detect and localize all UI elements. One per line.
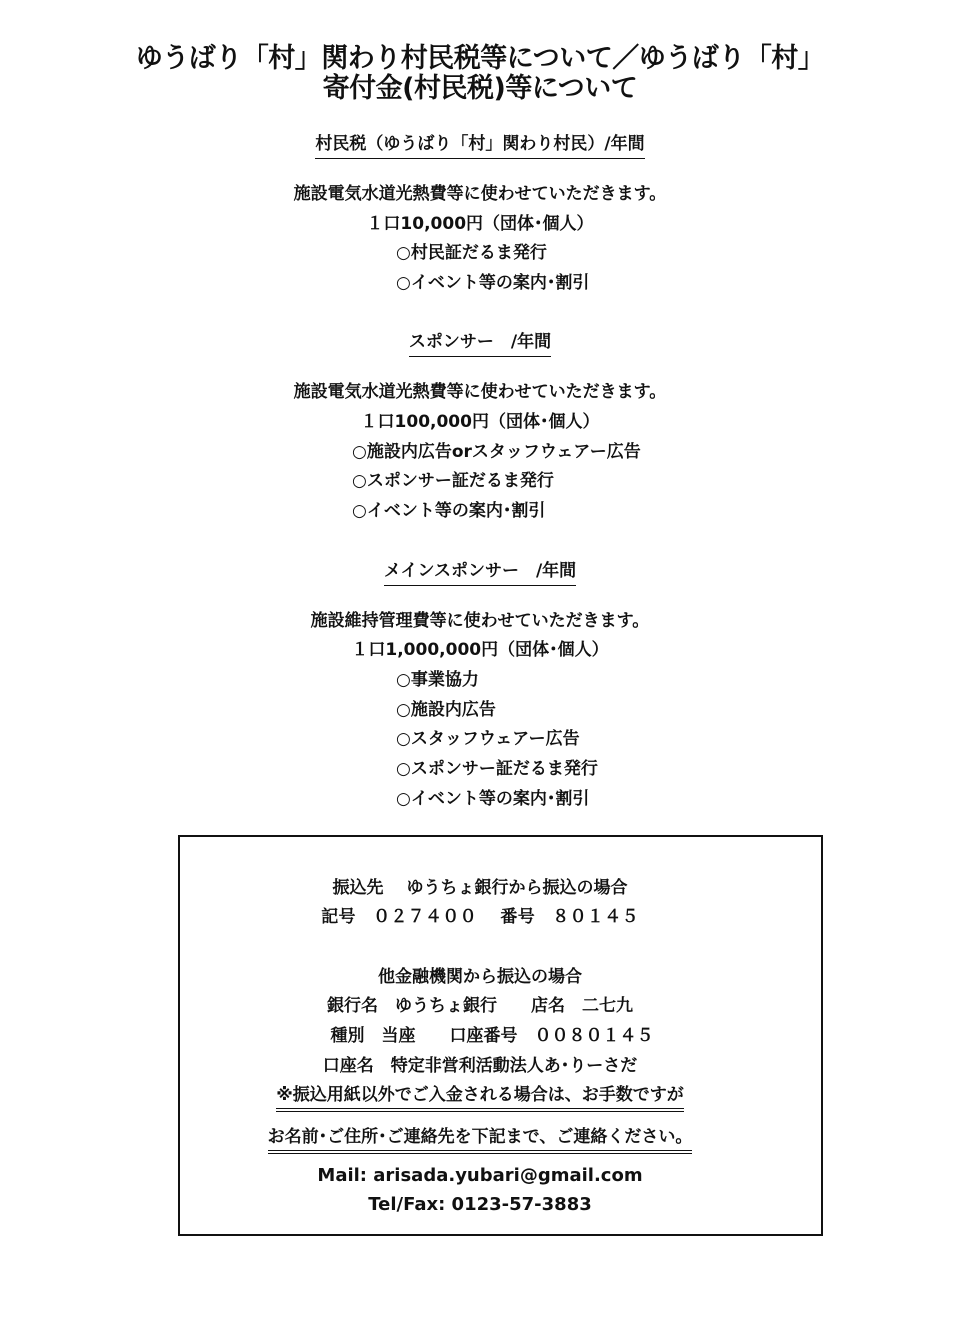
page-title-line-1: ゆうばり「村」関わり村民税等について／ゆうばり「村」 — [135, 43, 825, 74]
yucho-account-number: 記号 ０２７４００ 番号 ８０１４５ — [321, 907, 639, 927]
benefit-item: ○イベント等の案内･割引 — [396, 273, 590, 293]
section-heading-sponsor: スポンサー /年間 — [0, 331, 960, 357]
benefit-item: ○イベント等の案内･割引 — [396, 789, 590, 809]
benefit-item: ○イベント等の案内･割引 — [352, 501, 546, 521]
section-price: １口1,000,000円（団体･個人） — [351, 640, 609, 660]
section-purpose: 施設電気水道光熱費等に使わせていただきます。 — [293, 382, 667, 402]
page-title — [0, 44, 960, 104]
benefit-item: ○施設内広告orスタッフウェアー広告 — [352, 442, 641, 462]
contact-tel-fax: Tel/Fax: 0123-57-3883 — [368, 1194, 592, 1215]
section-heading-villager-tax: 村民税（ゆうばり「村」関わり村民）/年間 — [0, 133, 960, 159]
yucho-transfer-title: 振込先 ゆうちょ銀行から振込の場合 — [332, 878, 628, 898]
benefit-item: ○施設内広告 — [396, 700, 496, 720]
benefit-item: ○スタッフウェアー広告 — [396, 729, 580, 749]
contact-mail[interactable]: Mail: arisada.yubari@gmail.com — [317, 1165, 643, 1186]
section-heading-main-sponsor: メインスポンサー /年間 — [0, 560, 960, 586]
other-bank-name: 銀行名 ゆうちょ銀行 店名 二七九 — [327, 996, 633, 1016]
section-purpose: 施設電気水道光熱費等に使わせていただきます。 — [293, 184, 667, 204]
section-price: １口10,000円（団体･個人） — [366, 214, 594, 234]
transfer-note-line-2: お名前･ご住所･ご連絡先を下記まで、ご連絡ください。 — [0, 1126, 960, 1154]
transfer-note-line-1: ※振込用紙以外でご入金される場合は、お手数ですが — [0, 1084, 960, 1112]
benefit-item: ○村民証だるま発行 — [396, 243, 547, 263]
page-title-line-2: 寄付金(村民税)等について — [322, 73, 638, 104]
benefit-item: ○事業協力 — [396, 670, 479, 690]
account-name: 口座名 特定非営利活動法人あ･りーさだ — [322, 1056, 638, 1076]
benefit-item: ○スポンサー証だるま発行 — [352, 471, 554, 491]
section-purpose: 施設維持管理費等に使わせていただきます。 — [310, 611, 650, 631]
benefit-item: ○スポンサー証だるま発行 — [396, 759, 598, 779]
other-bank-title: 他金融機関から振込の場合 — [378, 967, 582, 987]
other-bank-account: 種別 当座 口座番号 ００８０１４５ — [330, 1026, 654, 1046]
section-price: １口100,000円（団体･個人） — [360, 412, 600, 432]
